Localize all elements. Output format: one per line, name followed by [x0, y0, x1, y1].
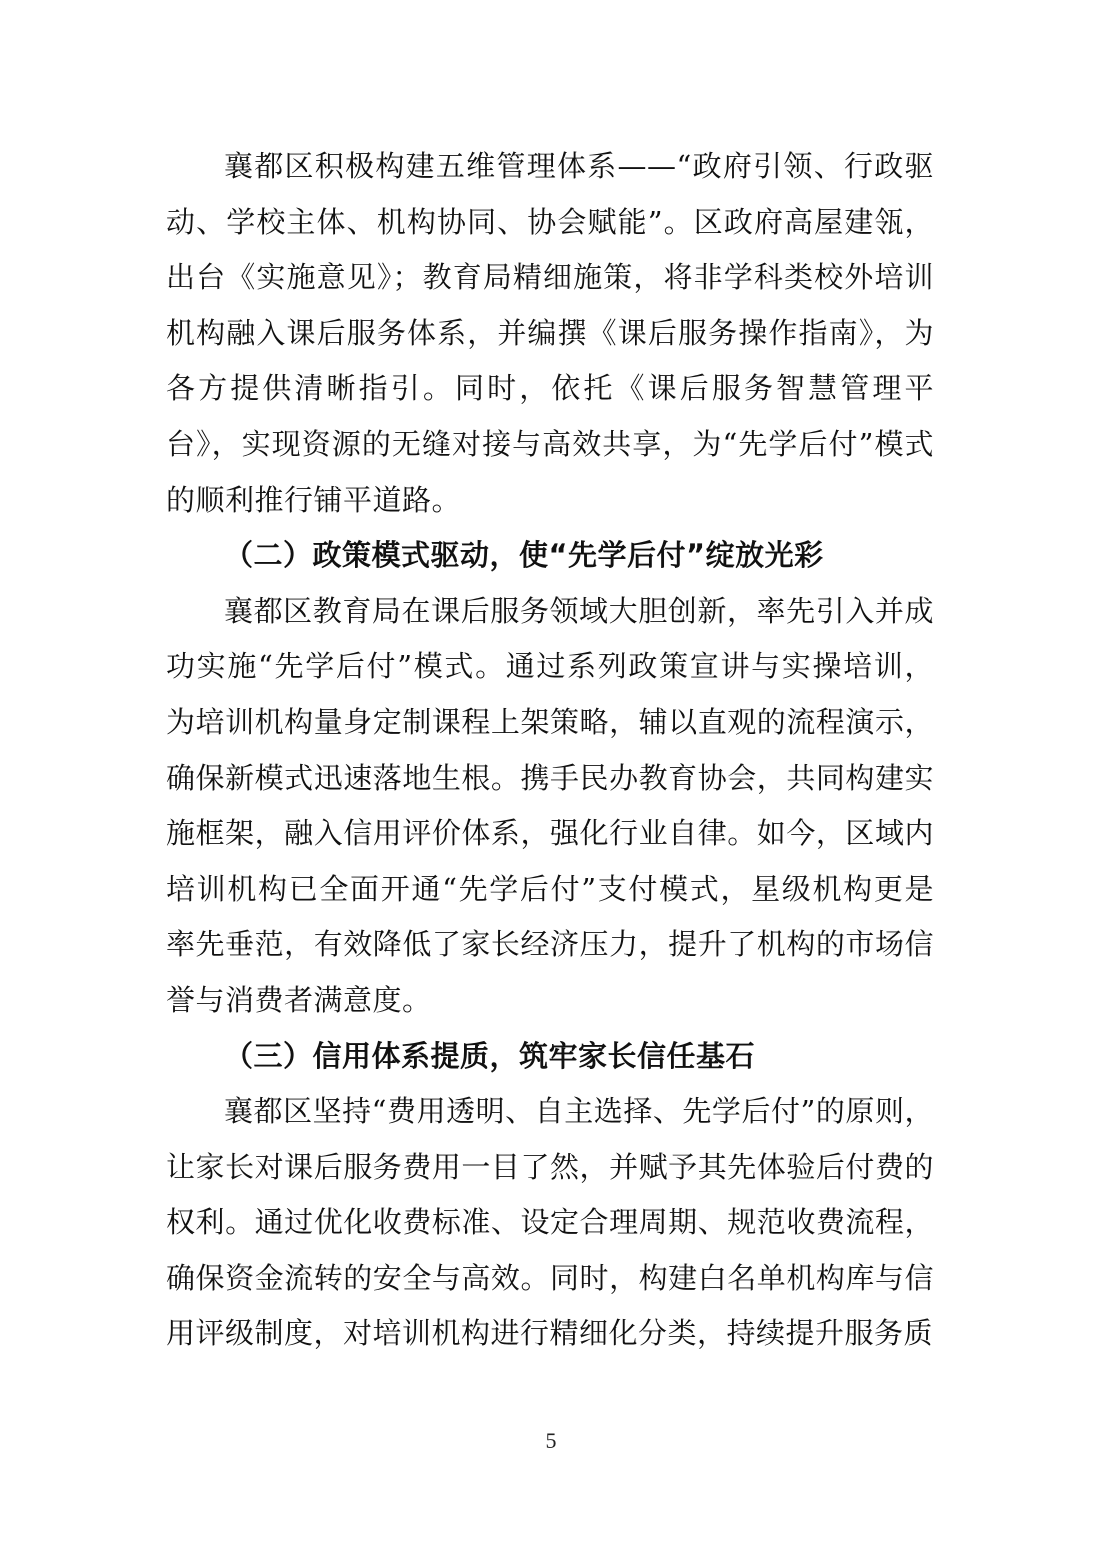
- page-number: 5: [545, 1428, 557, 1453]
- paragraph-policy-model: 襄都区教育局在课后服务领域大胆创新，率先引入并成功实施“先学后付”模式。通过系列政策宣讲与实操培训，为培训机构量身定制课程上架策略，辅以直观的流程演示，确保新模式迅速落地生根。携手民办教育协会，共同构建实施框架，融入信用评价体系，强化行业自律。如今，区域内培训机构已全面开通“先学后付”支付模式，星级机构更是率先垂范，有效降低了家长经济压力，提升了机构的市场信誉与消费者满意度。: [166, 593, 934, 1017]
- paragraph-management-system: 襄都区积极构建五维管理体系——“政府引领、行政驱动、学校主体、机构协同、协会赋能”。区政府高屋建瓴，出台《实施意见》；教育局精细施策，将非学科类校外培训机构融入课后服务体系，并编撰《课后服务操作指南》，为各方提供清晰指引。同时，依托《课后服务智慧管理平台》，实现资源的无缝对接与高效共享，为“先学后付”模式的顺利推行铺平道路。: [166, 149, 934, 517]
- page-body: [166, 139, 934, 1362]
- section-heading-2: （二）政策模式驱动，使“先学后付”绽放光彩: [224, 538, 824, 573]
- paragraph-credit-system: 襄都区坚持“费用透明、自主选择、先学后付”的原则，让家长对课后服务费用一目了然，并赋予其先体验后付费的权利。通过优化收费标准、设定合理周期、规范收费流程，确保资金流转的安全与高效。同时，构建白名单机构库与信用评级制度，对培训机构进行精细化分类，持续提升服务质: [166, 1094, 934, 1351]
- section-heading-3: （三）信用体系提质，筑牢家长信任基石: [224, 1038, 756, 1073]
